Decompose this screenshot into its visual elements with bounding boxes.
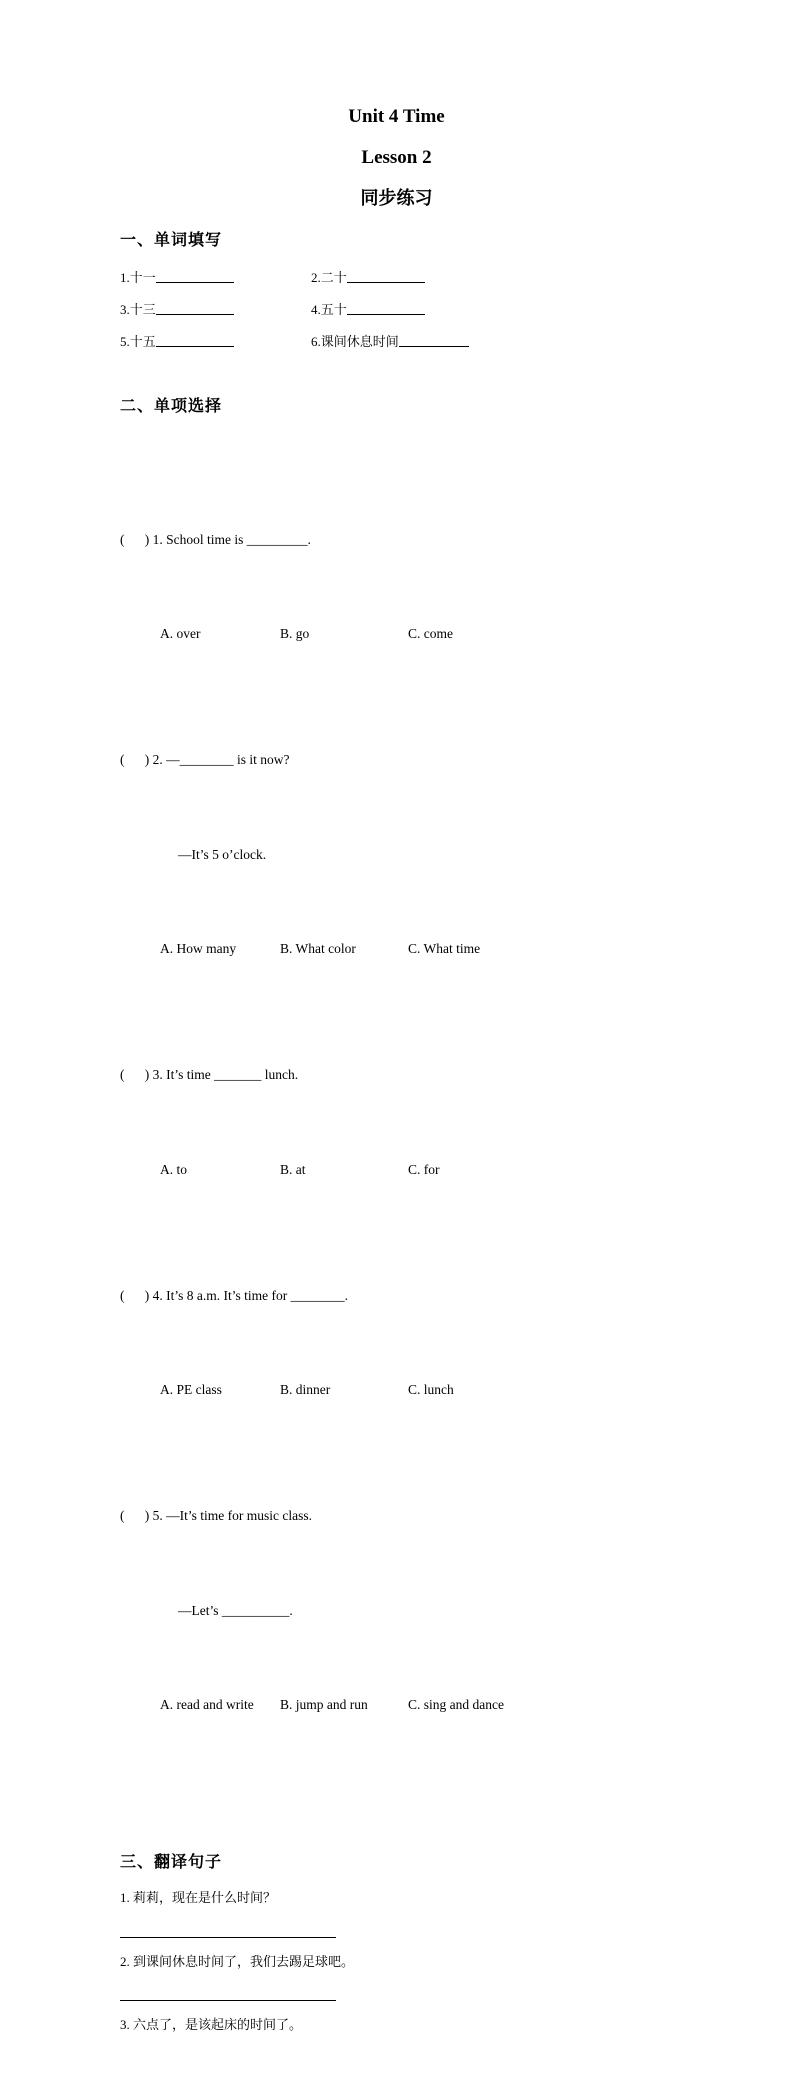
- q3-stem: ( ) 3. It’s time _______ lunch.: [120, 1067, 299, 1082]
- fill-item-6: [311, 326, 673, 358]
- q1-option-a: A. over: [160, 626, 201, 641]
- q1-option-b: B. go: [280, 626, 310, 641]
- fill-item-6-blank: [399, 333, 469, 347]
- title-practice: 同步练习: [360, 188, 433, 208]
- multiple-choice-list: [120, 429, 673, 1815]
- q4-stem: ( ) 4. It’s 8 a.m. It’s time for ________.: [120, 1287, 348, 1303]
- q3-option-c: C. for: [408, 1161, 440, 1177]
- q2-reply-line: —It’s 5 o’clock.: [178, 846, 267, 862]
- translate-item-3: 3. 六点了，是该起床的时间了。: [120, 2017, 303, 2032]
- fill-in-grid: [120, 262, 673, 358]
- title-lesson: Lesson 2: [361, 147, 432, 168]
- q5-reply-line: —Let’s __________.: [178, 1602, 293, 1618]
- q5-option-c: C. sing and dance: [408, 1697, 504, 1712]
- fill-row-3: [120, 326, 673, 358]
- q4-options: [120, 1374, 673, 1406]
- fill-item-4-label: 4.五十: [311, 302, 347, 317]
- q4-option-a: A. PE class: [160, 1382, 222, 1397]
- section2-heading: 二、单项选择: [120, 398, 223, 415]
- fill-row-2: [120, 294, 673, 326]
- translate-item-2: 2. 到课间休息时间了，我们去踢足球吧。: [120, 1953, 355, 1969]
- q1-option-c: C. come: [408, 626, 453, 641]
- q3-options: [120, 1154, 673, 1186]
- q5-stem: ( ) 5. —It’s time for music class.: [120, 1508, 312, 1523]
- fill-item-2-blank: [347, 269, 425, 283]
- q3-option-a: A. to: [160, 1161, 187, 1177]
- section1-heading: 一、单词填写: [120, 232, 223, 249]
- q2-option-b: B. What color: [280, 941, 356, 956]
- fill-item-5-label: 5.十五: [120, 334, 156, 349]
- translate-item-1: 1. 莉莉，现在是什么时间？: [120, 1890, 277, 1905]
- q2-stem: ( ) 2. —________ is it now?: [120, 752, 290, 767]
- fill-item-2-label: 2.二十: [311, 270, 347, 285]
- q4-option-c: C. lunch: [408, 1382, 454, 1397]
- q3-option-b: B. at: [280, 1161, 306, 1177]
- q1-stem: ( ) 1. School time is _________.: [120, 531, 311, 547]
- fill-item-2: [311, 262, 673, 294]
- translation-section: [120, 1882, 673, 2041]
- fill-item-6-label: 6.课间休息时间: [311, 334, 399, 349]
- q5-option-a: A. read and write: [160, 1697, 254, 1712]
- translate-answer-line-1: [120, 1914, 336, 1938]
- fill-item-3: [120, 294, 311, 326]
- fill-item-4: [311, 294, 673, 326]
- translate-answer-line-2: [120, 1977, 336, 2001]
- q4-option-b: B. dinner: [280, 1382, 331, 1397]
- fill-item-5-blank: [156, 333, 234, 347]
- q5-options: [120, 1689, 673, 1721]
- title-unit: Unit 4 Time: [348, 106, 445, 127]
- fill-item-5: [120, 326, 311, 358]
- q2-option-c: C. What time: [408, 941, 481, 956]
- fill-item-1-blank: [156, 269, 234, 283]
- fill-item-3-label: 3.十三: [120, 302, 156, 317]
- section3-heading: 三、翻译句子: [120, 1854, 223, 1871]
- q5-option-b: B. jump and run: [280, 1697, 368, 1712]
- fill-item-1-label: 1.十一: [120, 270, 156, 285]
- fill-item-3-blank: [156, 301, 234, 315]
- fill-row-1: [120, 262, 673, 294]
- q2-options: [120, 933, 673, 965]
- fill-item-1: [120, 262, 311, 294]
- fill-item-4-blank: [347, 301, 425, 315]
- q2-option-a: A. How many: [160, 941, 237, 956]
- q1-options: [120, 618, 673, 650]
